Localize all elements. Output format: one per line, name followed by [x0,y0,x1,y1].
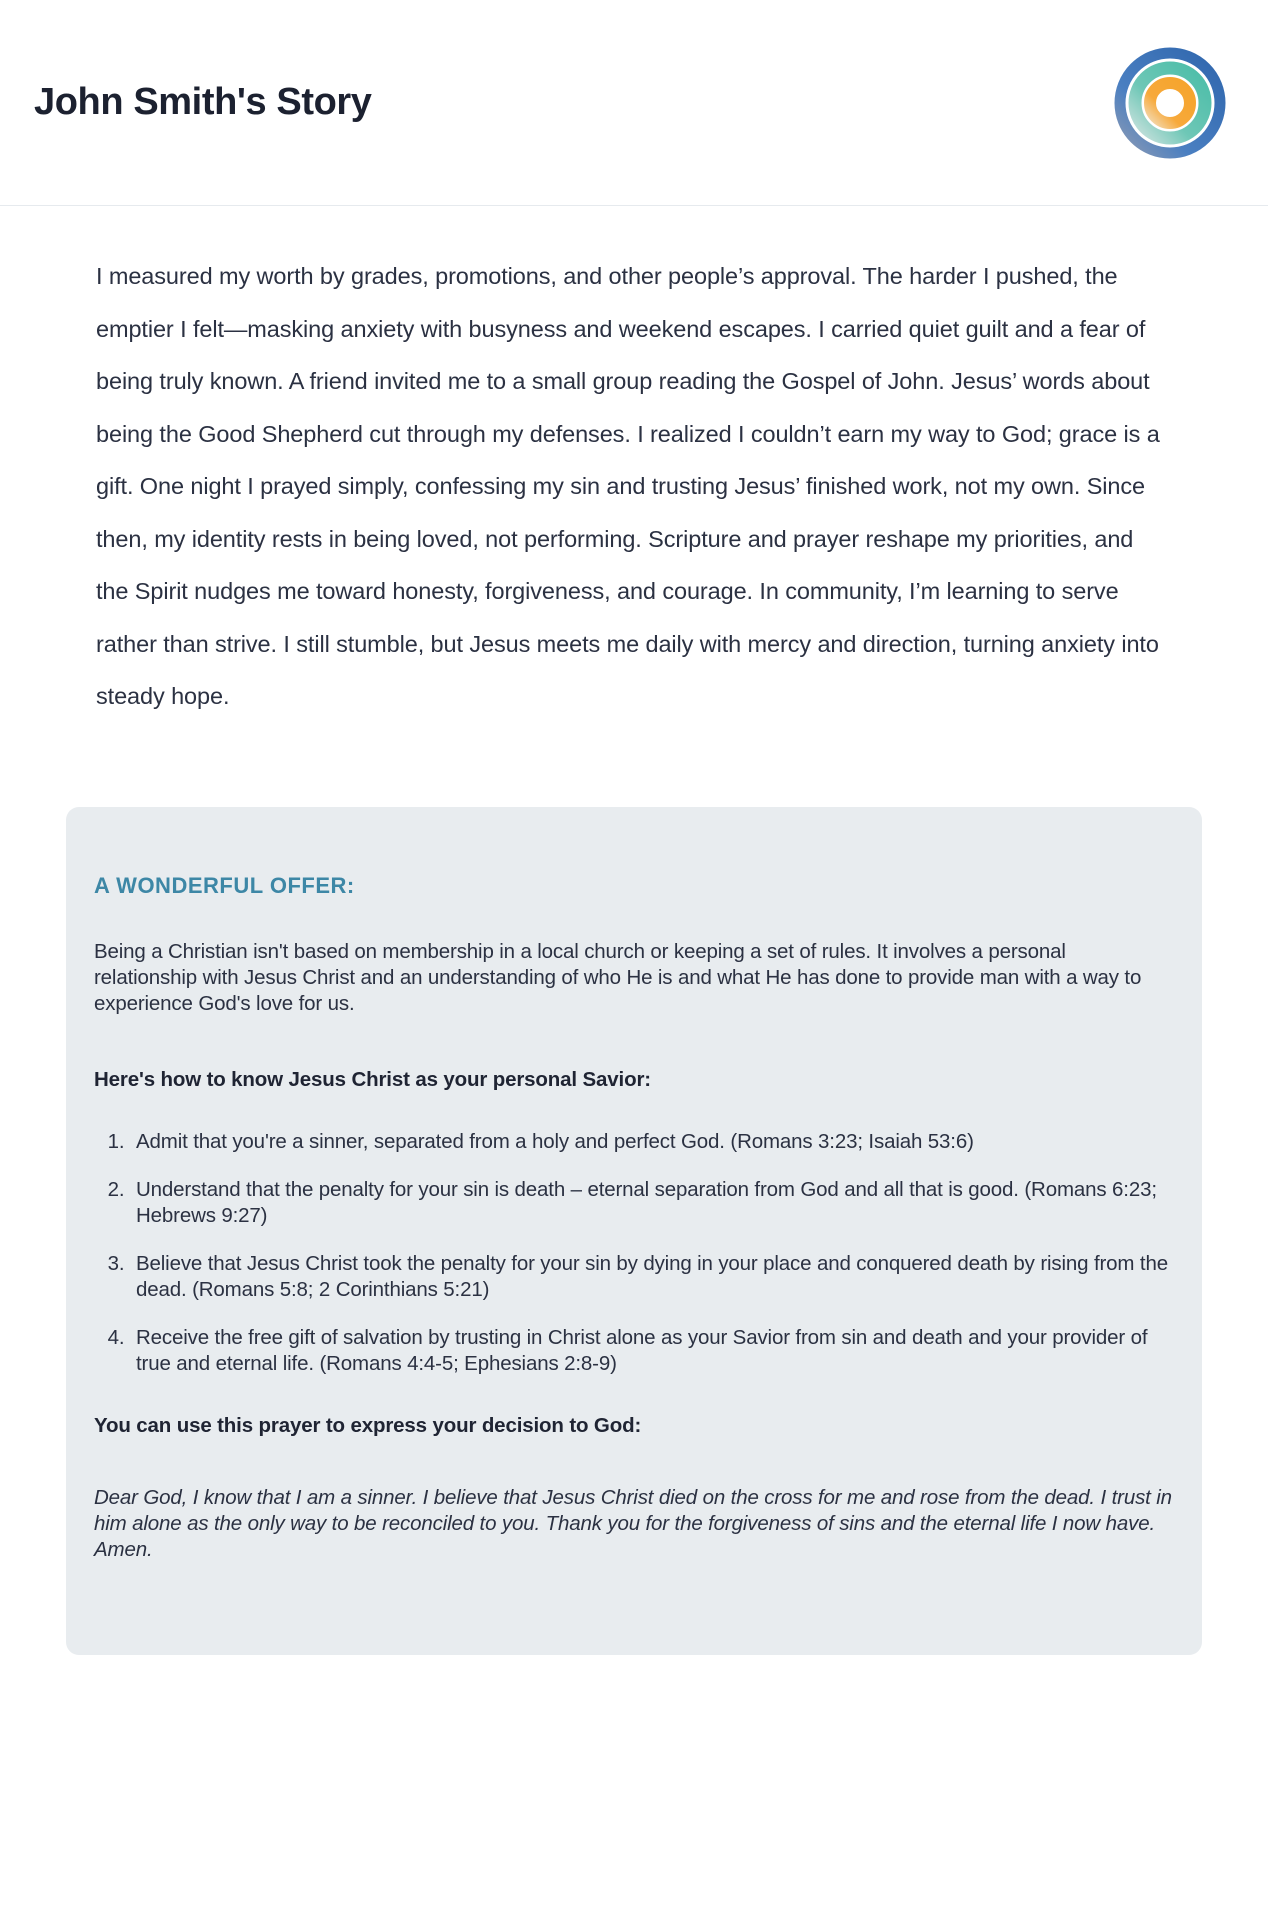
salvation-steps-list [94,1129,1174,1377]
list-item: 2. Understand that the penalty for your sin is death – eternal separation from God and all that is good. (Romans 6:23; Hebrews 9:27) [130,1177,1174,1229]
story-body-text: I measured my worth by grades, promotions, and other people’s approval. The harder I pushed, the emptier I felt—masking anxiety with busyness and weekend escapes. I carried quiet guilt and a fear of being truly known. A friend invited me to a small group reading the Gospel of John. Jesus’ words about being the Good Shepherd cut through my defenses. I realized I couldn’t earn my way to God; grace is a gift. One night I prayed simply, confessing my sin and trusting Jesus’ finished work, not my own. Since then, my identity rests in being loved, not performing. Scripture and prayer reshape my priorities, and the Spirit nudges me toward honesty, forgiveness, and courage. In community, I’m learning to serve rather than strive. I still stumble, but Jesus meets me daily with mercy and direction, turning anxiety into steady hope. [96,263,1160,709]
offer-intro-text: Being a Christian isn't based on membership in a local church or keeping a set of rules. It involves a personal relationship with Jesus Christ and an understanding of who He is and what He has done to provide man with a way to experience God's love for us. [94,939,1142,1015]
page-header [0,0,1268,206]
wonderful-offer-card [66,807,1202,1655]
story-section [0,206,1268,723]
list-item: 4. Receive the free gift of salvation by trusting in Christ alone as your Savior from sin and death and your provider of true and eternal life. (Romans 4:4-5; Ephesians 2:8-9) [130,1325,1174,1377]
offer-content [94,873,1174,1563]
page-title: John Smith's Story [34,80,372,123]
prayer-body-text: Dear God, I know that I am a sinner. I believe that Jesus Christ died on the cross for me and rose from the dead. I trust in him alone as the only way to be reconciled to you. Thank you for the forgiveness of sins and the eternal life I now have. Amen. [94,1485,1172,1561]
list-item: 3. Believe that Jesus Christ took the penalty for your sin by dying in your place and conquered death by rising from the dead. (Romans 5:8; 2 Corinthians 5:21) [130,1251,1174,1303]
prayer-lead-text: You can use this prayer to express your decision to God: [94,1413,642,1437]
concentric-rings-logo [1110,43,1230,163]
list-item: 1. Admit that you're a sinner, separated from a holy and perfect God. (Romans 3:23; Isaiah 53:6) [130,1129,1174,1155]
offer-subheading: Here's how to know Jesus Christ as your personal Savior: [94,1067,651,1091]
offer-heading: A WONDERFUL OFFER: [94,872,355,898]
